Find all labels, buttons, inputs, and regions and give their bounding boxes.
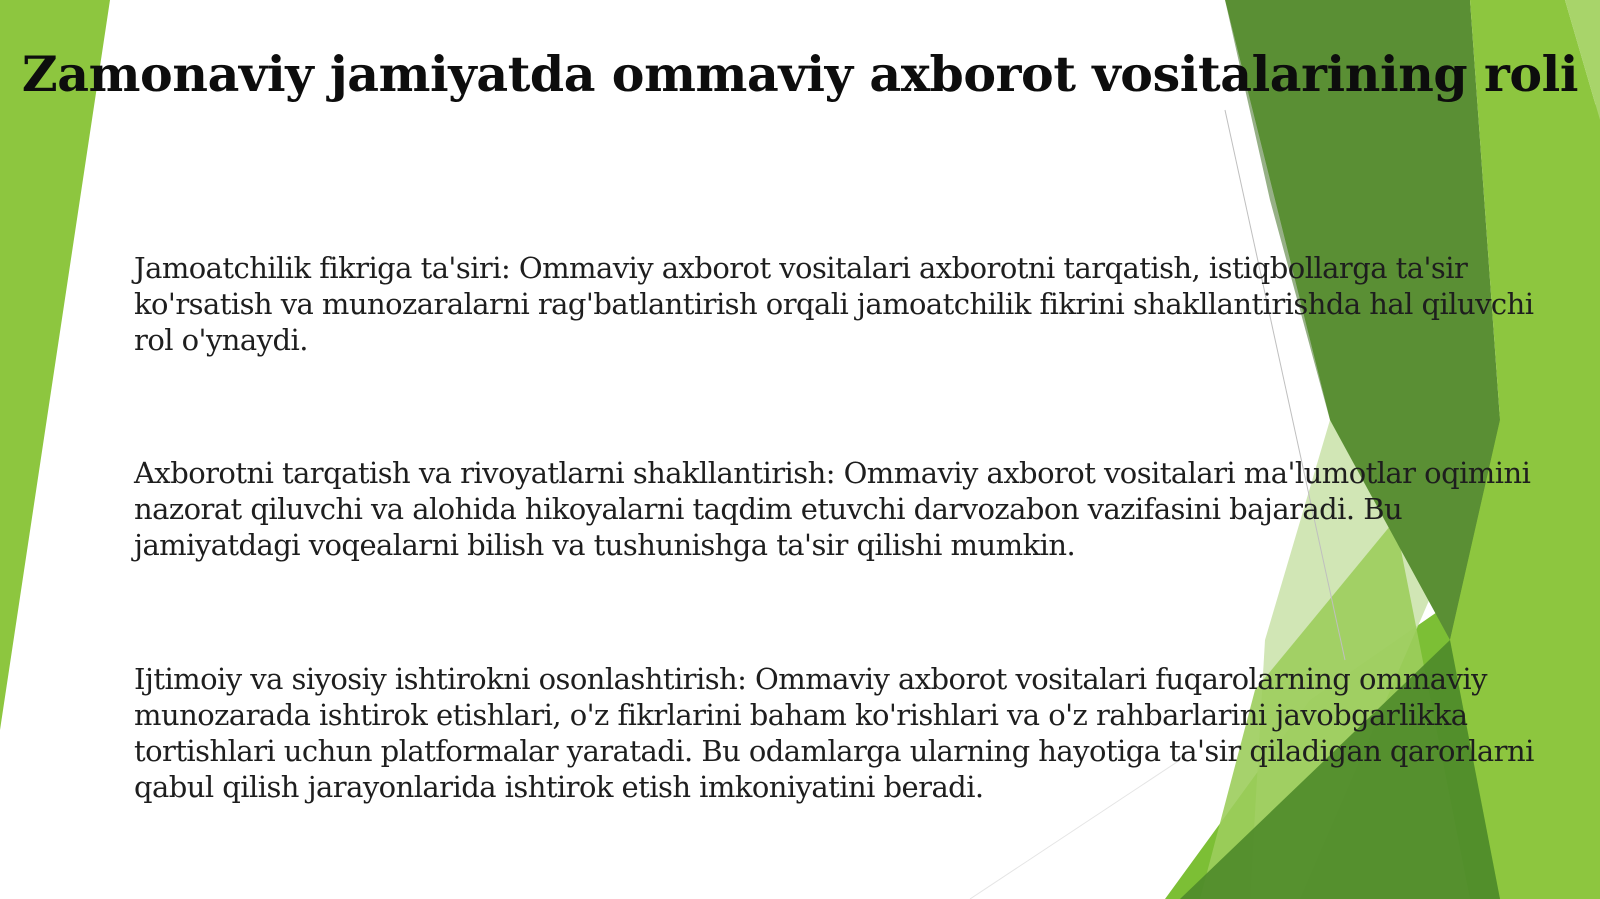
paragraph-public-opinion: Jamoatchilik fikriga ta'siri: Ommaviy axborot vositalari axborotni tarqatish, istiqbollarga ta'sir ko'rsatish va munozaralarni rag'batlantirish orqali jamoatchilik fikrini shakllantirishda hal qiluvchi rol o'ynaydi. xyxy=(134,251,1534,357)
slide-title: Zamonaviy jamiyatda ommaviy axborot vositalarining roli xyxy=(21,45,1579,103)
paragraph-social-participation: Ijtimoiy va siyosiy ishtirokni osonlashtirish: Ommaviy axborot vositalari fuqarolarning ommaviy munozarada ishtirok etishlari, o'z fikrlarini baham ko'rishlari va o'z rahbarlarini javobgarlikka tortishlari uchun platformalar yaratadi. Bu odamlarga ularning hayotiga ta'sir qiladigan qarorlarni qabul qilish jarayonlarida ishtirok etish imkoniyatini beradi. xyxy=(134,662,1534,804)
paragraph-information-dissemination: Axborotni tarqatish va rivoyatlarni shakllantirish: Ommaviy axborot vositalari ma'lumotlar oqimini nazorat qiluvchi va alohida hikoyalarni taqdim etuvchi darvozabon vazifasini bajaradi. Bu jamiyatdagi voqealarni bilish va tushunishga ta'sir qilishi mumkin. xyxy=(134,456,1531,562)
slide-body xyxy=(134,250,1534,805)
left-green-band xyxy=(0,0,110,730)
